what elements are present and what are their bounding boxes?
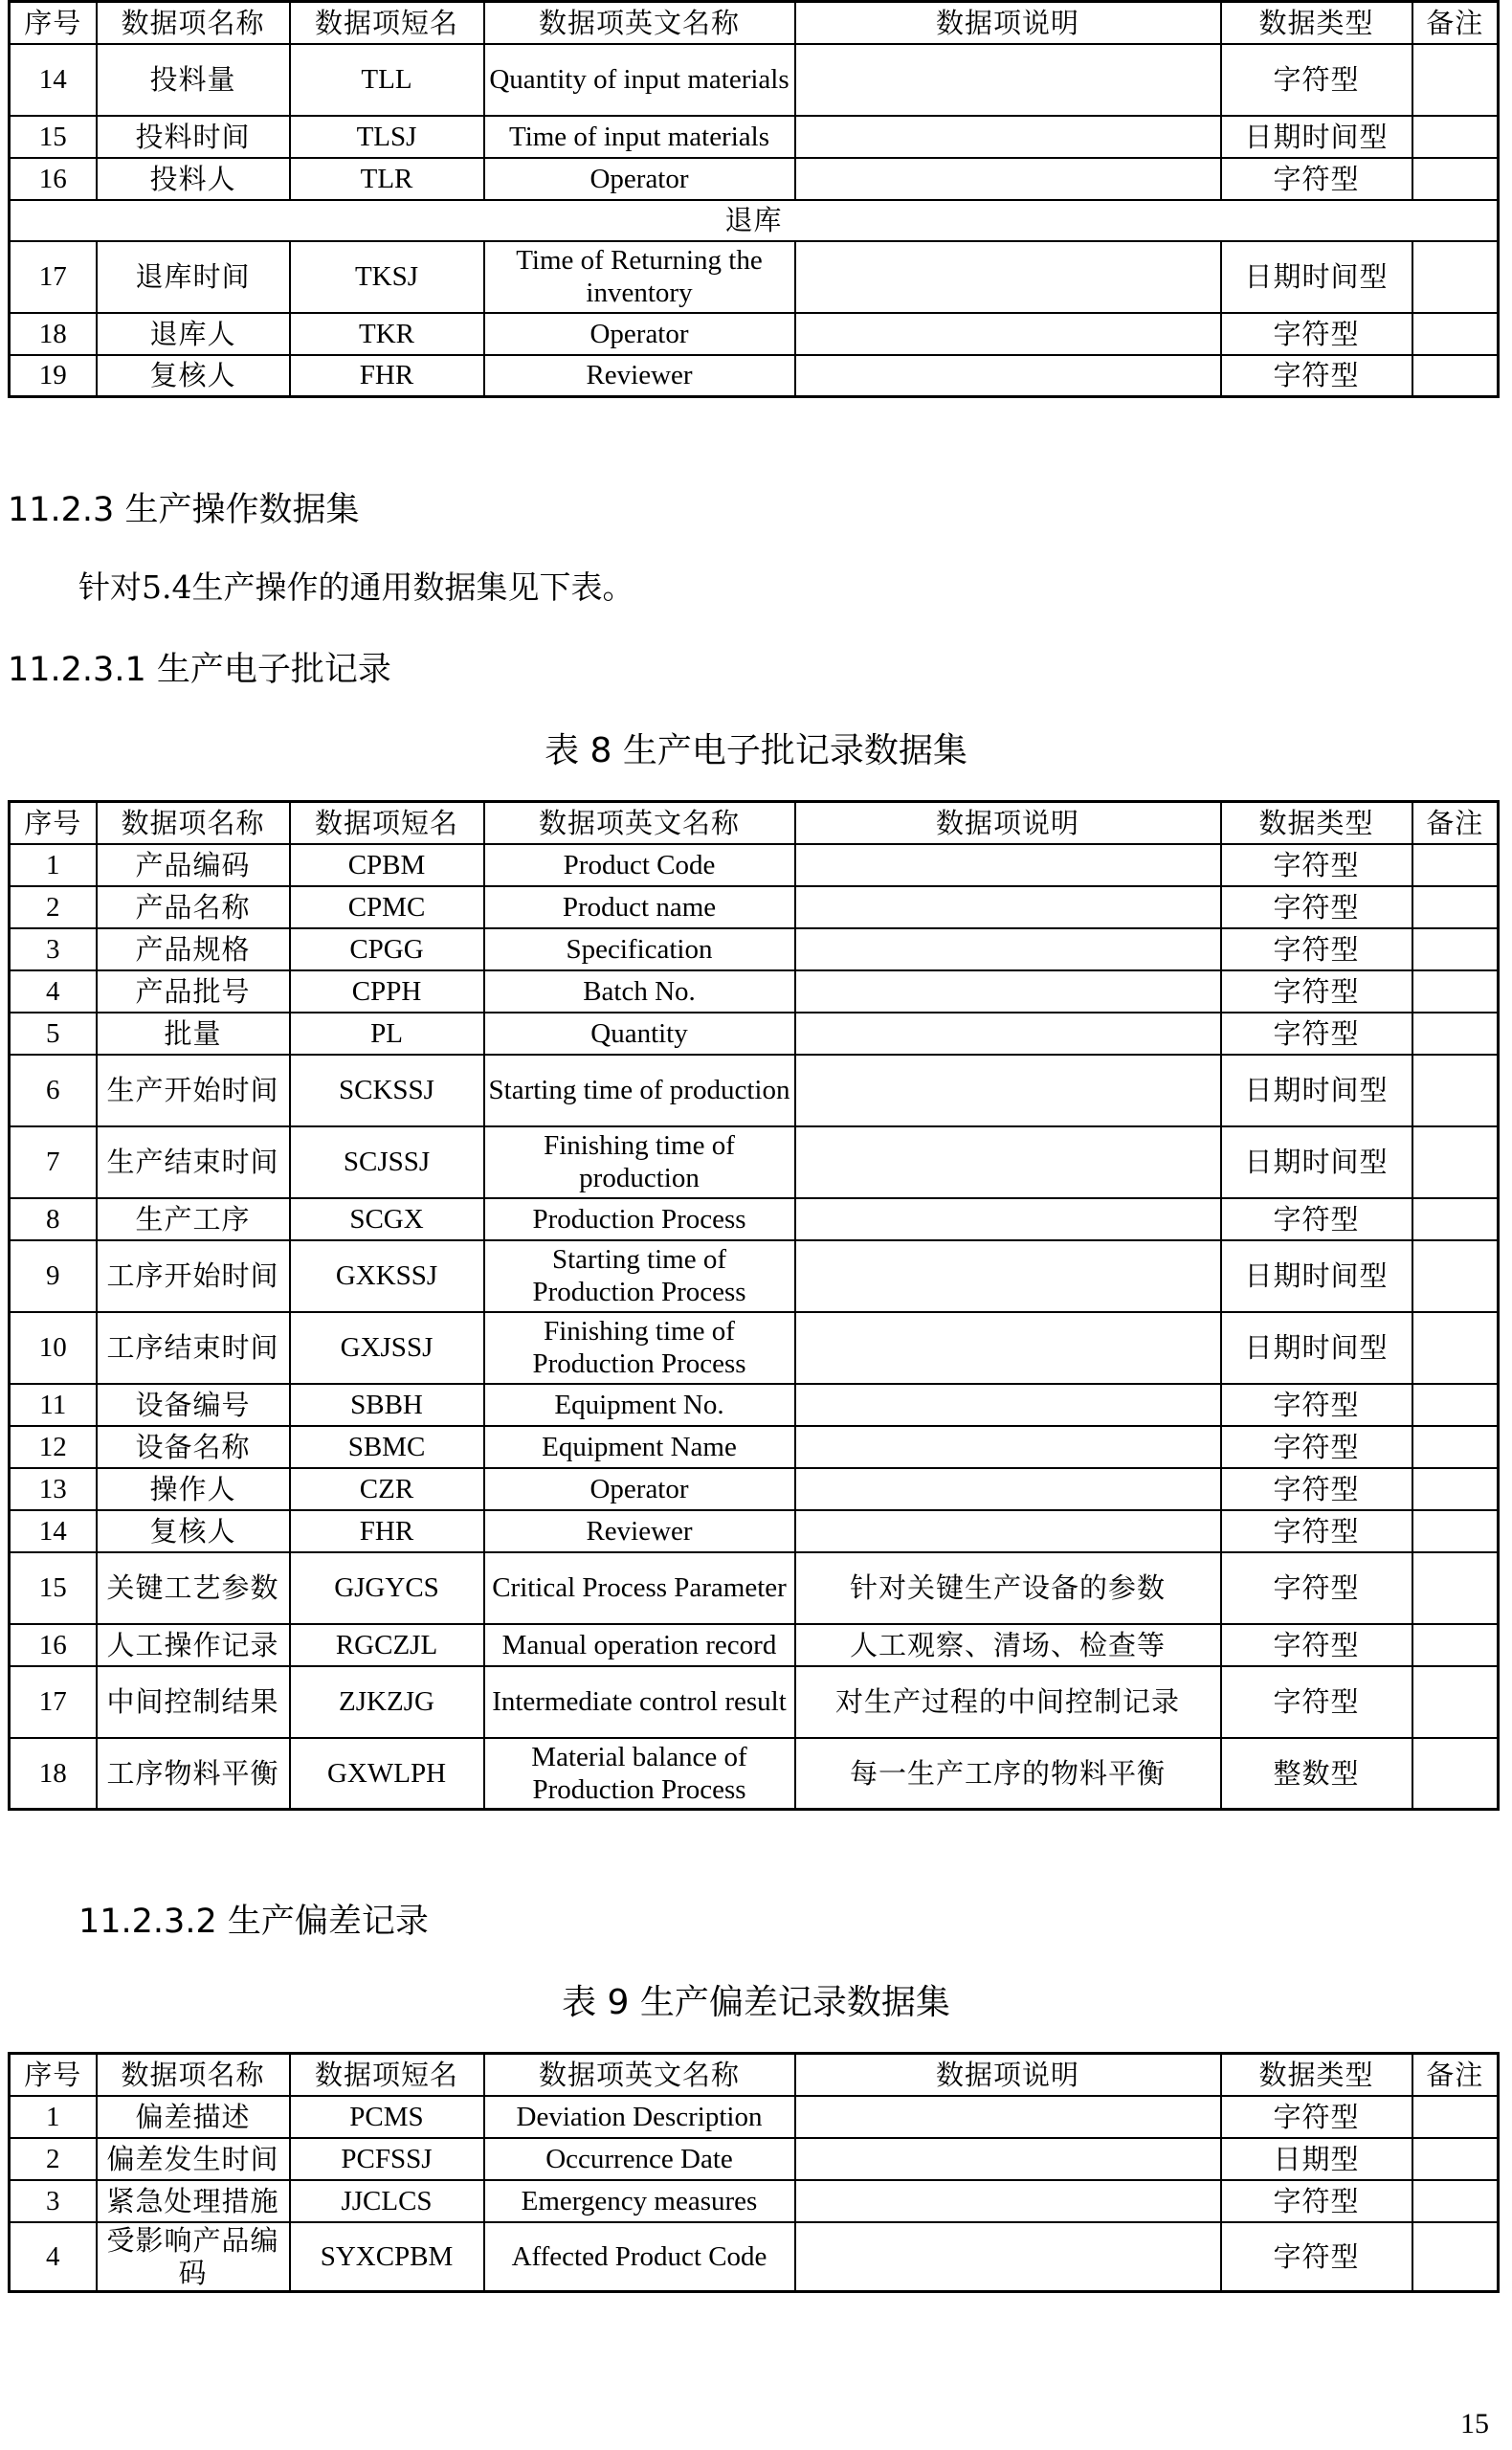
cell-no: 17 <box>10 1666 97 1738</box>
col-header-en: 数据项英文名称 <box>484 2 795 44</box>
cell-en: Quantity of input materials <box>484 44 795 116</box>
cell-no: 2 <box>10 886 97 928</box>
cell-note <box>1412 158 1499 200</box>
col-header-desc: 数据项说明 <box>795 2054 1221 2096</box>
cell-en: Finishing time of Production Process <box>484 1312 795 1384</box>
section-paragraph: 针对5.4生产操作的通用数据集见下表。 <box>78 568 634 606</box>
cell-no: 15 <box>10 1552 97 1624</box>
cell-desc <box>795 44 1221 116</box>
cell-short: RGCZJL <box>290 1624 484 1666</box>
cell-en: Deviation Description <box>484 2096 795 2138</box>
table-row <box>10 355 1499 397</box>
table-row <box>10 1013 1499 1055</box>
cell-note <box>1412 1384 1499 1426</box>
cell-note <box>1412 1738 1499 1810</box>
cell-short: CPBM <box>290 844 484 886</box>
cell-desc <box>795 1055 1221 1126</box>
cell-no: 7 <box>10 1126 97 1198</box>
cell-short: GXWLPH <box>290 1738 484 1810</box>
cell-en: Production Process <box>484 1198 795 1240</box>
cell-short: GXKSSJ <box>290 1240 484 1312</box>
cell-en: Time of input materials <box>484 116 795 158</box>
cell-desc <box>795 844 1221 886</box>
cell-en: Equipment No. <box>484 1384 795 1426</box>
cell-en: Manual operation record <box>484 1624 795 1666</box>
cell-note <box>1412 928 1499 970</box>
cell-type: 字符型 <box>1221 44 1412 116</box>
table-row <box>10 1312 1499 1384</box>
cell-desc <box>795 2222 1221 2292</box>
cell-short: PCFSSJ <box>290 2138 484 2180</box>
cell-desc <box>795 970 1221 1013</box>
cell-name: 设备名称 <box>97 1426 290 1468</box>
table-8-caption: 表 8 生产电子批记录数据集 <box>545 731 967 770</box>
cell-name: 关键工艺参数 <box>97 1552 290 1624</box>
col-header-short: 数据项短名 <box>290 2 484 44</box>
cell-no: 12 <box>10 1426 97 1468</box>
cell-name: 受影响产品编码 <box>97 2222 290 2292</box>
cell-name: 人工操作记录 <box>97 1624 290 1666</box>
cell-note <box>1412 2138 1499 2180</box>
cell-note <box>1412 313 1499 355</box>
col-header-name: 数据项名称 <box>97 2054 290 2096</box>
cell-short: FHR <box>290 355 484 397</box>
table-row <box>10 2180 1499 2222</box>
cell-no: 1 <box>10 844 97 886</box>
cell-type: 字符型 <box>1221 2222 1412 2292</box>
cell-note <box>1412 844 1499 886</box>
col-header-short: 数据项短名 <box>290 802 484 844</box>
table-9-caption: 表 9 生产偏差记录数据集 <box>562 1983 950 2022</box>
cell-desc <box>795 1384 1221 1426</box>
cell-short: GJGYCS <box>290 1552 484 1624</box>
cell-short: SCJSSJ <box>290 1126 484 1198</box>
cell-short: CZR <box>290 1468 484 1510</box>
cell-no: 16 <box>10 158 97 200</box>
cell-no: 14 <box>10 44 97 116</box>
cell-name: 设备编号 <box>97 1384 290 1426</box>
header-row <box>10 2 1499 44</box>
cell-desc <box>795 2138 1221 2180</box>
cell-short: CPMC <box>290 886 484 928</box>
cell-desc <box>795 1013 1221 1055</box>
cell-en: Starting time of Production Process <box>484 1240 795 1312</box>
cell-no: 2 <box>10 2138 97 2180</box>
cell-desc <box>795 1198 1221 1240</box>
cell-name: 工序结束时间 <box>97 1312 290 1384</box>
cell-desc <box>795 886 1221 928</box>
table-row <box>10 1666 1499 1738</box>
cell-no: 15 <box>10 116 97 158</box>
cell-desc <box>795 1126 1221 1198</box>
table-row <box>10 886 1499 928</box>
cell-note <box>1412 355 1499 397</box>
cell-type: 日期时间型 <box>1221 1126 1412 1198</box>
col-header-no: 序号 <box>10 2054 97 2096</box>
cell-en: Finishing time of production <box>484 1126 795 1198</box>
cell-name: 投料人 <box>97 158 290 200</box>
cell-type: 字符型 <box>1221 970 1412 1013</box>
table-row <box>10 928 1499 970</box>
header-row <box>10 802 1499 844</box>
col-header-no: 序号 <box>10 2 97 44</box>
table-row <box>10 970 1499 1013</box>
cell-no: 14 <box>10 1510 97 1552</box>
cell-note <box>1412 1552 1499 1624</box>
cell-note <box>1412 1055 1499 1126</box>
cell-name: 产品名称 <box>97 886 290 928</box>
cell-note <box>1412 2222 1499 2292</box>
cell-no: 16 <box>10 1624 97 1666</box>
cell-desc <box>795 1240 1221 1312</box>
table-row <box>10 1126 1499 1198</box>
cell-en: Starting time of production <box>484 1055 795 1126</box>
cell-note <box>1412 1510 1499 1552</box>
col-header-en: 数据项英文名称 <box>484 802 795 844</box>
table-row <box>10 44 1499 116</box>
col-header-en: 数据项英文名称 <box>484 2054 795 2096</box>
table-row <box>10 2096 1499 2138</box>
cell-desc <box>795 241 1221 313</box>
cell-en: Affected Product Code <box>484 2222 795 2292</box>
cell-desc <box>795 313 1221 355</box>
cell-short: SBMC <box>290 1426 484 1468</box>
cell-type: 字符型 <box>1221 1013 1412 1055</box>
cell-type: 字符型 <box>1221 1468 1412 1510</box>
cell-note <box>1412 1468 1499 1510</box>
cell-en: Batch No. <box>484 970 795 1013</box>
cell-short: FHR <box>290 1510 484 1552</box>
cell-desc <box>795 158 1221 200</box>
table-row <box>10 844 1499 886</box>
table-row <box>10 1468 1499 1510</box>
cell-no: 6 <box>10 1055 97 1126</box>
cell-desc <box>795 1312 1221 1384</box>
cell-short: TLR <box>290 158 484 200</box>
cell-note <box>1412 2096 1499 2138</box>
cell-name: 投料量 <box>97 44 290 116</box>
cell-name: 投料时间 <box>97 116 290 158</box>
cell-note <box>1412 241 1499 313</box>
cell-name: 中间控制结果 <box>97 1666 290 1738</box>
cell-en: Reviewer <box>484 355 795 397</box>
cell-note <box>1412 1312 1499 1384</box>
table-row <box>10 1738 1499 1810</box>
cell-name: 复核人 <box>97 1510 290 1552</box>
cell-desc: 针对关键生产设备的参数 <box>795 1552 1221 1624</box>
group-row <box>10 200 1499 241</box>
section-heading-11-2-3-1: 11.2.3.1 生产电子批记录 <box>8 651 391 689</box>
cell-name: 产品批号 <box>97 970 290 1013</box>
col-header-name: 数据项名称 <box>97 802 290 844</box>
cell-name: 操作人 <box>97 1468 290 1510</box>
cell-no: 1 <box>10 2096 97 2138</box>
cell-desc <box>795 116 1221 158</box>
cell-desc <box>795 928 1221 970</box>
cell-type: 日期时间型 <box>1221 241 1412 313</box>
cell-type: 字符型 <box>1221 2180 1412 2222</box>
table-row <box>10 241 1499 313</box>
cell-en: Reviewer <box>484 1510 795 1552</box>
section-heading-11-2-3-2: 11.2.3.2 生产偏差记录 <box>78 1903 429 1941</box>
cell-no: 3 <box>10 2180 97 2222</box>
cell-note <box>1412 44 1499 116</box>
cell-type: 字符型 <box>1221 1552 1412 1624</box>
table-9 <box>8 2052 1500 2293</box>
table-row <box>10 313 1499 355</box>
cell-short: SYXCPBM <box>290 2222 484 2292</box>
cell-en: Intermediate control result <box>484 1666 795 1738</box>
cell-type: 字符型 <box>1221 886 1412 928</box>
cell-name: 批量 <box>97 1013 290 1055</box>
cell-note <box>1412 1013 1499 1055</box>
table-row <box>10 2138 1499 2180</box>
table-row <box>10 1055 1499 1126</box>
page-number: 15 <box>1460 2408 1489 2439</box>
cell-short: TLL <box>290 44 484 116</box>
cell-short: JJCLCS <box>290 2180 484 2222</box>
table-row <box>10 116 1499 158</box>
cell-en: Operator <box>484 158 795 200</box>
table-row <box>10 1624 1499 1666</box>
cell-no: 13 <box>10 1468 97 1510</box>
cell-name: 生产结束时间 <box>97 1126 290 1198</box>
cell-note <box>1412 116 1499 158</box>
cell-desc: 对生产过程的中间控制记录 <box>795 1666 1221 1738</box>
cell-type: 日期时间型 <box>1221 1055 1412 1126</box>
col-header-name: 数据项名称 <box>97 2 290 44</box>
col-header-type: 数据类型 <box>1221 802 1412 844</box>
cell-type: 字符型 <box>1221 1198 1412 1240</box>
cell-short: SCKSSJ <box>290 1055 484 1126</box>
table-row <box>10 1552 1499 1624</box>
col-header-short: 数据项短名 <box>290 2054 484 2096</box>
cell-note <box>1412 1240 1499 1312</box>
cell-short: SCGX <box>290 1198 484 1240</box>
cell-type: 日期时间型 <box>1221 116 1412 158</box>
cell-en: Critical Process Parameter <box>484 1552 795 1624</box>
cell-short: CPGG <box>290 928 484 970</box>
cell-type: 字符型 <box>1221 928 1412 970</box>
cell-short: PCMS <box>290 2096 484 2138</box>
table-continued <box>8 0 1500 398</box>
cell-en: Product Code <box>484 844 795 886</box>
cell-type: 字符型 <box>1221 1624 1412 1666</box>
cell-desc <box>795 1468 1221 1510</box>
cell-type: 字符型 <box>1221 313 1412 355</box>
cell-no: 18 <box>10 1738 97 1810</box>
table-row <box>10 1198 1499 1240</box>
col-header-desc: 数据项说明 <box>795 2 1221 44</box>
cell-en: Occurrence Date <box>484 2138 795 2180</box>
cell-type: 字符型 <box>1221 1666 1412 1738</box>
cell-type: 字符型 <box>1221 355 1412 397</box>
cell-short: CPPH <box>290 970 484 1013</box>
table-row <box>10 158 1499 200</box>
cell-no: 17 <box>10 241 97 313</box>
cell-type: 字符型 <box>1221 1426 1412 1468</box>
cell-short: SBBH <box>290 1384 484 1426</box>
cell-short: PL <box>290 1013 484 1055</box>
cell-name: 工序开始时间 <box>97 1240 290 1312</box>
cell-desc: 人工观察、清场、检查等 <box>795 1624 1221 1666</box>
cell-note <box>1412 1624 1499 1666</box>
cell-note <box>1412 970 1499 1013</box>
col-header-type: 数据类型 <box>1221 2054 1412 2096</box>
cell-no: 4 <box>10 2222 97 2292</box>
section-heading-11-2-3: 11.2.3 生产操作数据集 <box>8 491 360 529</box>
cell-no: 8 <box>10 1198 97 1240</box>
cell-no: 19 <box>10 355 97 397</box>
cell-short: TKSJ <box>290 241 484 313</box>
table-row <box>10 1426 1499 1468</box>
cell-desc <box>795 2096 1221 2138</box>
cell-no: 5 <box>10 1013 97 1055</box>
cell-en: Emergency measures <box>484 2180 795 2222</box>
cell-en: Operator <box>484 1468 795 1510</box>
cell-desc <box>795 2180 1221 2222</box>
cell-type: 整数型 <box>1221 1738 1412 1810</box>
cell-type: 字符型 <box>1221 1510 1412 1552</box>
cell-name: 复核人 <box>97 355 290 397</box>
cell-en: Specification <box>484 928 795 970</box>
cell-type: 日期时间型 <box>1221 1312 1412 1384</box>
col-header-note: 备注 <box>1412 2054 1499 2096</box>
cell-name: 偏差发生时间 <box>97 2138 290 2180</box>
cell-type: 日期型 <box>1221 2138 1412 2180</box>
table-8 <box>8 800 1500 1811</box>
col-header-type: 数据类型 <box>1221 2 1412 44</box>
cell-en: Material balance of Production Process <box>484 1738 795 1810</box>
cell-short: ZJKZJG <box>290 1666 484 1738</box>
cell-en: Equipment Name <box>484 1426 795 1468</box>
cell-en: Time of Returning the inventory <box>484 241 795 313</box>
cell-en: Product name <box>484 886 795 928</box>
cell-en: Quantity <box>484 1013 795 1055</box>
cell-type: 字符型 <box>1221 158 1412 200</box>
cell-no: 4 <box>10 970 97 1013</box>
cell-desc <box>795 1426 1221 1468</box>
header-row <box>10 2054 1499 2096</box>
cell-type: 日期时间型 <box>1221 1240 1412 1312</box>
cell-no: 10 <box>10 1312 97 1384</box>
col-header-note: 备注 <box>1412 2 1499 44</box>
cell-name: 产品规格 <box>97 928 290 970</box>
cell-type: 字符型 <box>1221 2096 1412 2138</box>
cell-short: GXJSSJ <box>290 1312 484 1384</box>
cell-name: 偏差描述 <box>97 2096 290 2138</box>
cell-desc <box>795 355 1221 397</box>
cell-name: 退库时间 <box>97 241 290 313</box>
cell-short: TKR <box>290 313 484 355</box>
col-header-desc: 数据项说明 <box>795 802 1221 844</box>
col-header-no: 序号 <box>10 802 97 844</box>
cell-no: 18 <box>10 313 97 355</box>
cell-no: 3 <box>10 928 97 970</box>
table-row <box>10 1240 1499 1312</box>
cell-name: 工序物料平衡 <box>97 1738 290 1810</box>
cell-note <box>1412 2180 1499 2222</box>
group-label: 退库 <box>10 200 1499 241</box>
cell-name: 紧急处理措施 <box>97 2180 290 2222</box>
cell-note <box>1412 1126 1499 1198</box>
cell-note <box>1412 1426 1499 1468</box>
col-header-note: 备注 <box>1412 802 1499 844</box>
cell-type: 字符型 <box>1221 844 1412 886</box>
table-row <box>10 1510 1499 1552</box>
cell-note <box>1412 886 1499 928</box>
table-row <box>10 1384 1499 1426</box>
cell-type: 字符型 <box>1221 1384 1412 1426</box>
cell-en: Operator <box>484 313 795 355</box>
cell-desc: 每一生产工序的物料平衡 <box>795 1738 1221 1810</box>
cell-note <box>1412 1198 1499 1240</box>
cell-name: 退库人 <box>97 313 290 355</box>
cell-no: 11 <box>10 1384 97 1426</box>
cell-short: TLSJ <box>290 116 484 158</box>
cell-name: 生产工序 <box>97 1198 290 1240</box>
cell-name: 产品编码 <box>97 844 290 886</box>
cell-no: 9 <box>10 1240 97 1312</box>
cell-name: 生产开始时间 <box>97 1055 290 1126</box>
cell-desc <box>795 1510 1221 1552</box>
cell-note <box>1412 1666 1499 1738</box>
table-row <box>10 2222 1499 2292</box>
